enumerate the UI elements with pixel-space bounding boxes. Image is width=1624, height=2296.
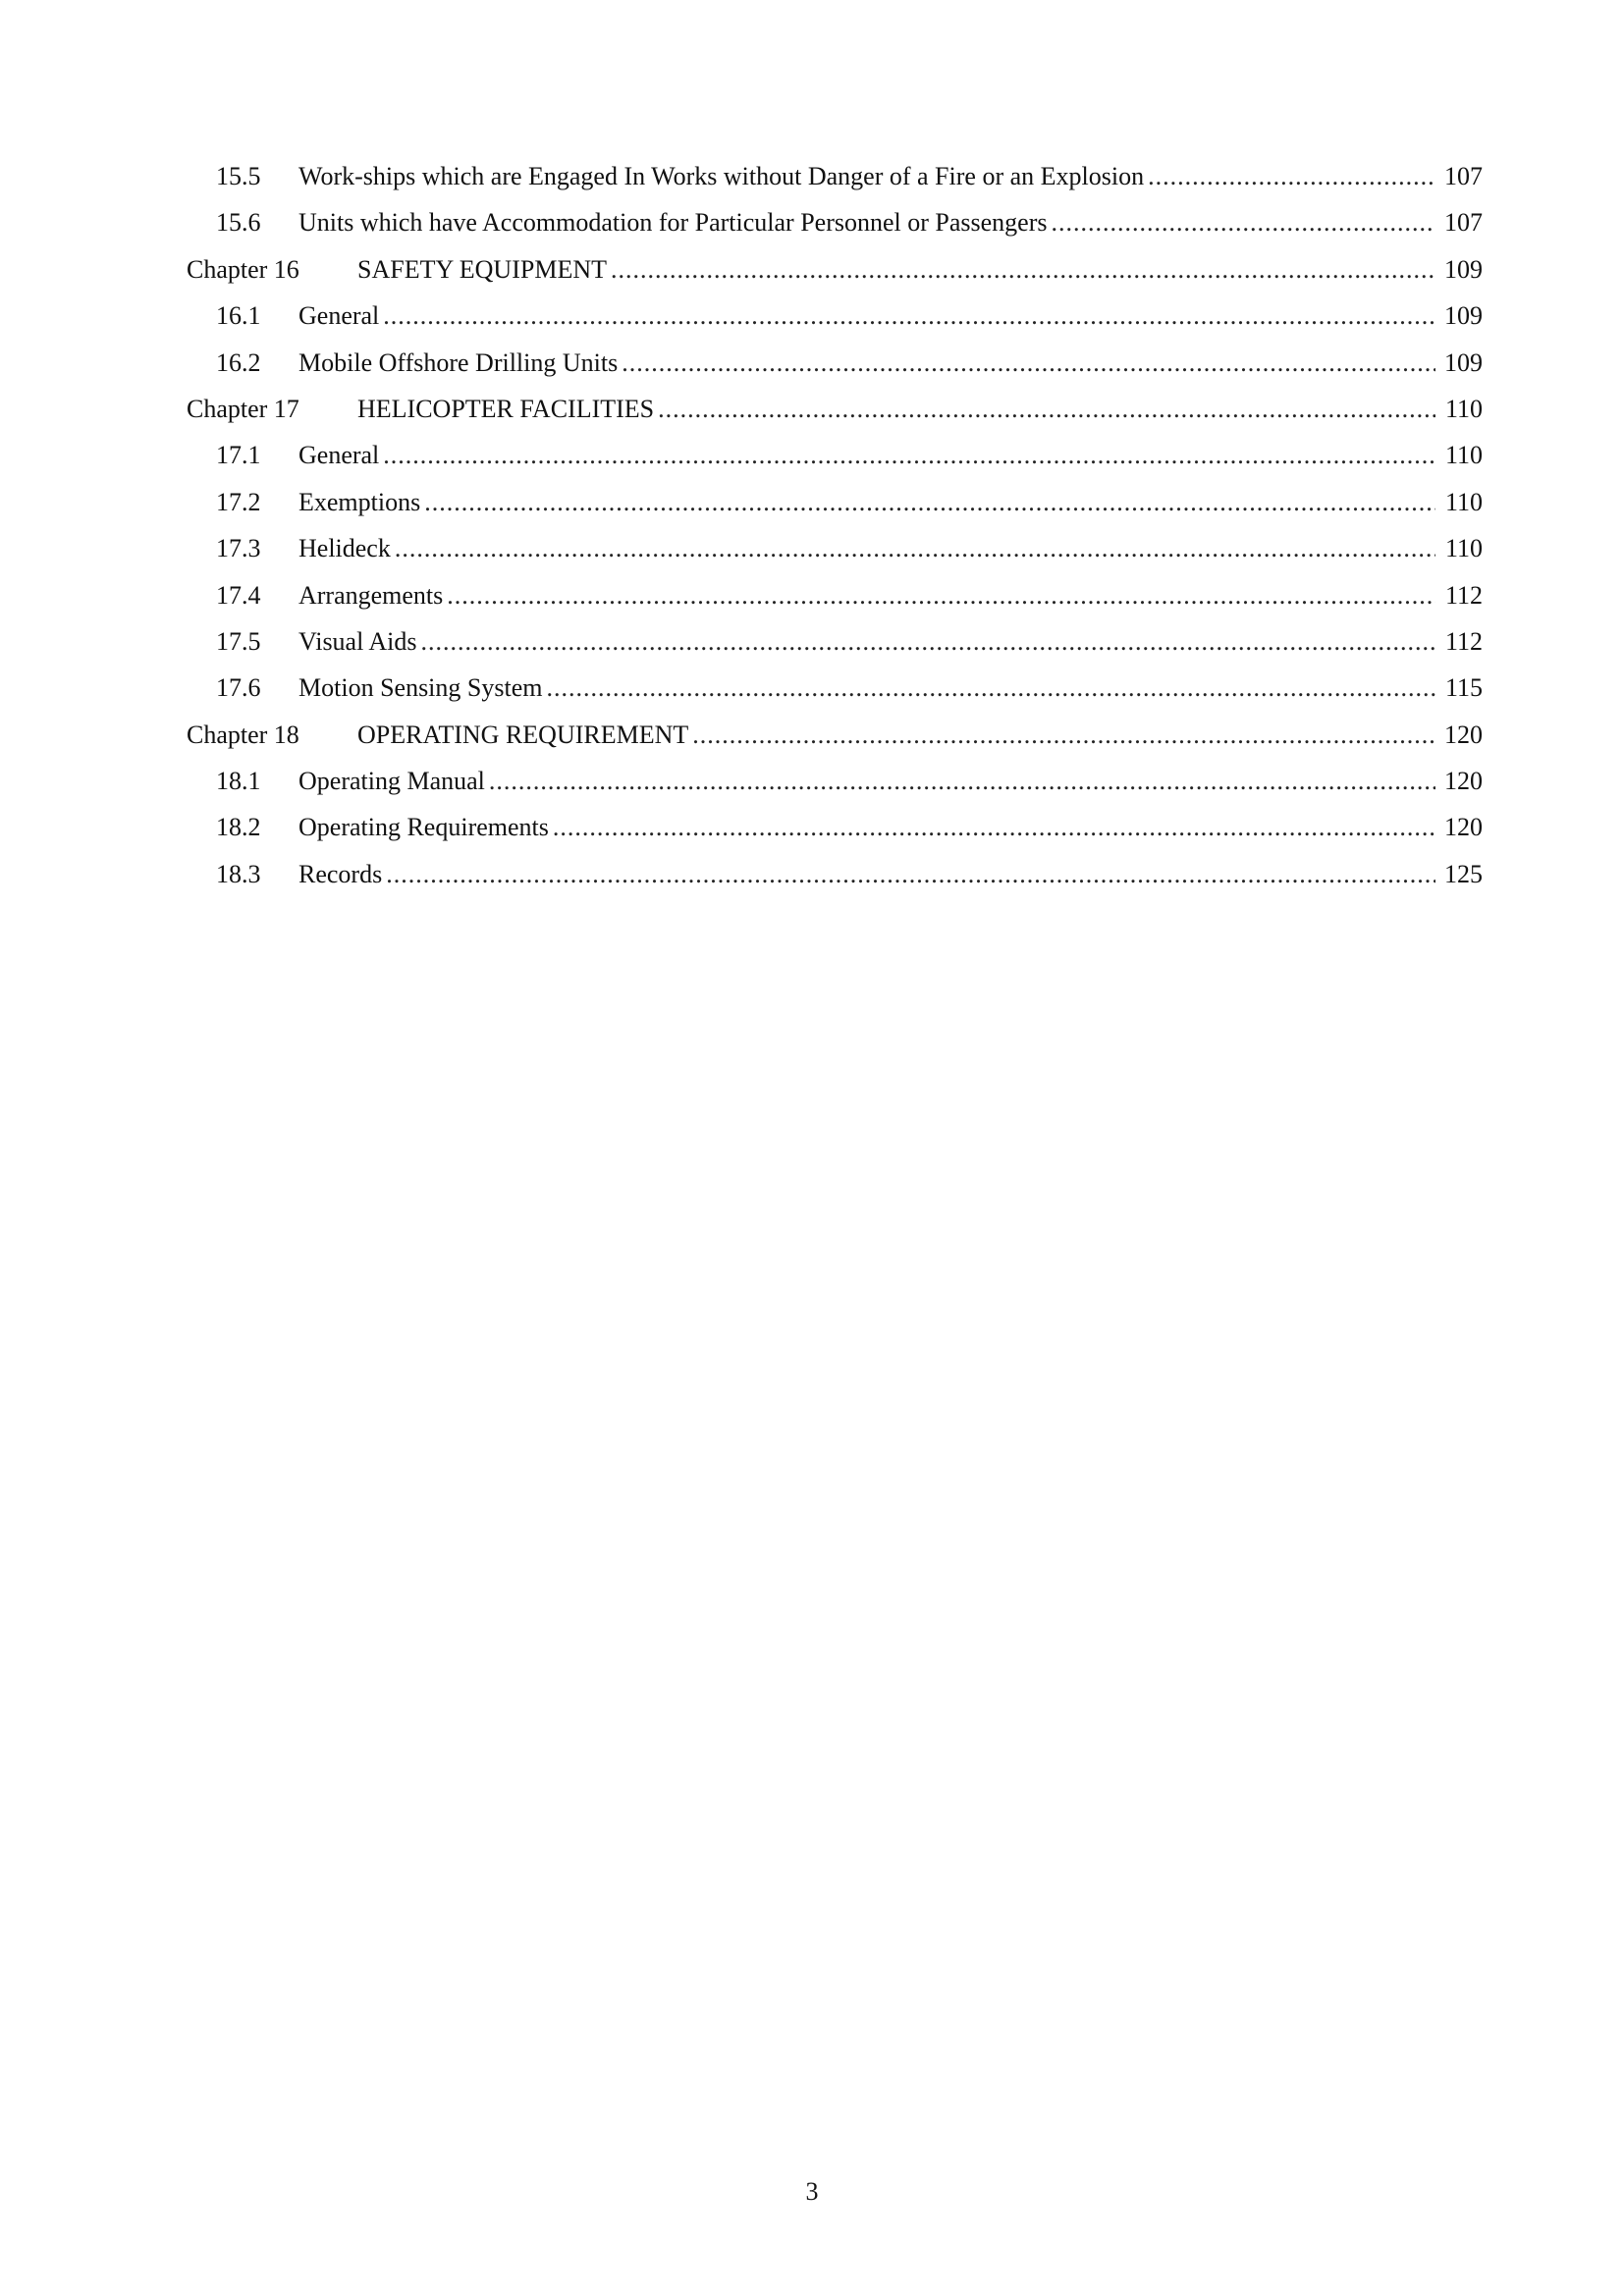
toc-entry-page: 107 — [1444, 162, 1483, 190]
toc-entry-page: 110 — [1444, 487, 1483, 516]
dot-leader — [424, 479, 1435, 525]
dot-leader — [658, 386, 1435, 432]
toc-entry-title: General — [298, 301, 380, 331]
dot-leader — [1052, 199, 1436, 245]
dot-leader — [692, 712, 1435, 758]
toc-chapter-entry[interactable] — [187, 246, 1483, 293]
toc-chapter-number: Chapter 16 — [187, 254, 299, 284]
toc-entry-number: 17.5 — [216, 626, 261, 656]
dot-leader — [553, 804, 1435, 850]
toc-entry-page: 110 — [1444, 534, 1483, 563]
toc-entry-page: 120 — [1444, 813, 1483, 842]
toc-entry[interactable] — [187, 199, 1483, 245]
toc-entry[interactable] — [187, 618, 1483, 665]
toc-entry-title: Exemptions — [298, 487, 421, 516]
dot-leader — [383, 293, 1435, 339]
toc-chapter-title: OPERATING REQUIREMENT — [357, 720, 689, 749]
page-number: 3 — [805, 2177, 819, 2206]
toc-entry-title: Motion Sensing System — [298, 673, 543, 703]
toc-entry-number: 17.4 — [216, 580, 261, 610]
toc-entry-number: 18.2 — [216, 813, 261, 842]
toc-entry[interactable] — [187, 525, 1483, 571]
toc-entry-page: 112 — [1444, 626, 1483, 656]
toc-entry-number: 18.1 — [216, 767, 261, 796]
dot-leader — [383, 432, 1435, 478]
toc-chapter-entry[interactable] — [187, 386, 1483, 432]
toc-entry-title: Arrangements — [298, 580, 444, 610]
toc-entry[interactable] — [187, 153, 1483, 199]
toc-entry-title: Helideck — [298, 534, 391, 563]
toc-entry-page: 112 — [1444, 580, 1483, 610]
toc-entry-number: 17.3 — [216, 534, 261, 563]
toc-entry-title: Records — [298, 859, 383, 888]
toc-entry-page: 110 — [1444, 441, 1483, 470]
toc-entry-title: Operating Requirements — [298, 813, 549, 842]
toc-entry-number: 17.1 — [216, 441, 261, 470]
toc-entry-title: Mobile Offshore Drilling Units — [298, 347, 619, 377]
toc-entry-page: 120 — [1444, 767, 1483, 796]
toc-entry-page: 109 — [1444, 254, 1483, 284]
toc-entry-title: Units which have Accommodation for Particular Personnel or Passengers — [298, 208, 1048, 238]
toc-entry-number: 17.6 — [216, 673, 261, 703]
toc-entry-title: Visual Aids — [298, 626, 417, 656]
dot-leader — [1148, 153, 1435, 199]
dot-leader — [395, 525, 1435, 571]
dot-leader — [546, 665, 1435, 711]
toc-chapter-number: Chapter 17 — [187, 394, 299, 423]
dot-leader — [489, 758, 1435, 804]
toc-entry[interactable] — [187, 804, 1483, 850]
toc-entry-number: 15.6 — [216, 208, 261, 238]
toc-entry-number: 16.1 — [216, 301, 261, 331]
toc-entry-page: 125 — [1444, 859, 1483, 888]
toc-entry[interactable] — [187, 432, 1483, 478]
toc-chapter-entry[interactable] — [187, 712, 1483, 758]
toc-entry-number: 15.5 — [216, 162, 261, 190]
toc-entry[interactable] — [187, 479, 1483, 525]
dot-leader — [622, 340, 1435, 386]
table-of-contents — [187, 153, 1483, 897]
dot-leader — [611, 246, 1435, 293]
toc-entry-page: 120 — [1444, 720, 1483, 749]
toc-chapter-number: Chapter 18 — [187, 720, 299, 749]
toc-entry-title: General — [298, 441, 380, 470]
toc-entry[interactable] — [187, 572, 1483, 618]
toc-entry-number: 18.3 — [216, 859, 261, 888]
toc-entry-title: Operating Manual — [298, 767, 485, 796]
toc-entry-page: 115 — [1444, 673, 1483, 703]
toc-entry[interactable] — [187, 851, 1483, 897]
toc-entry-page: 107 — [1444, 208, 1483, 238]
toc-entry-page: 109 — [1444, 301, 1483, 331]
toc-entry-number: 17.2 — [216, 487, 261, 516]
dot-leader — [447, 572, 1435, 618]
dot-leader — [386, 851, 1435, 897]
toc-entry-number: 16.2 — [216, 347, 261, 377]
toc-chapter-title: SAFETY EQUIPMENT — [357, 254, 607, 284]
toc-chapter-title: HELICOPTER FACILITIES — [357, 394, 655, 423]
toc-entry-title: Work-ships which are Engaged In Works without Danger of a Fire or an Explosion — [298, 162, 1145, 190]
toc-entry[interactable] — [187, 758, 1483, 804]
toc-entry[interactable] — [187, 293, 1483, 339]
toc-entry-page: 110 — [1444, 394, 1483, 423]
toc-entry-page: 109 — [1444, 347, 1483, 377]
dot-leader — [421, 618, 1435, 665]
toc-entry[interactable] — [187, 340, 1483, 386]
toc-entry[interactable] — [187, 665, 1483, 711]
